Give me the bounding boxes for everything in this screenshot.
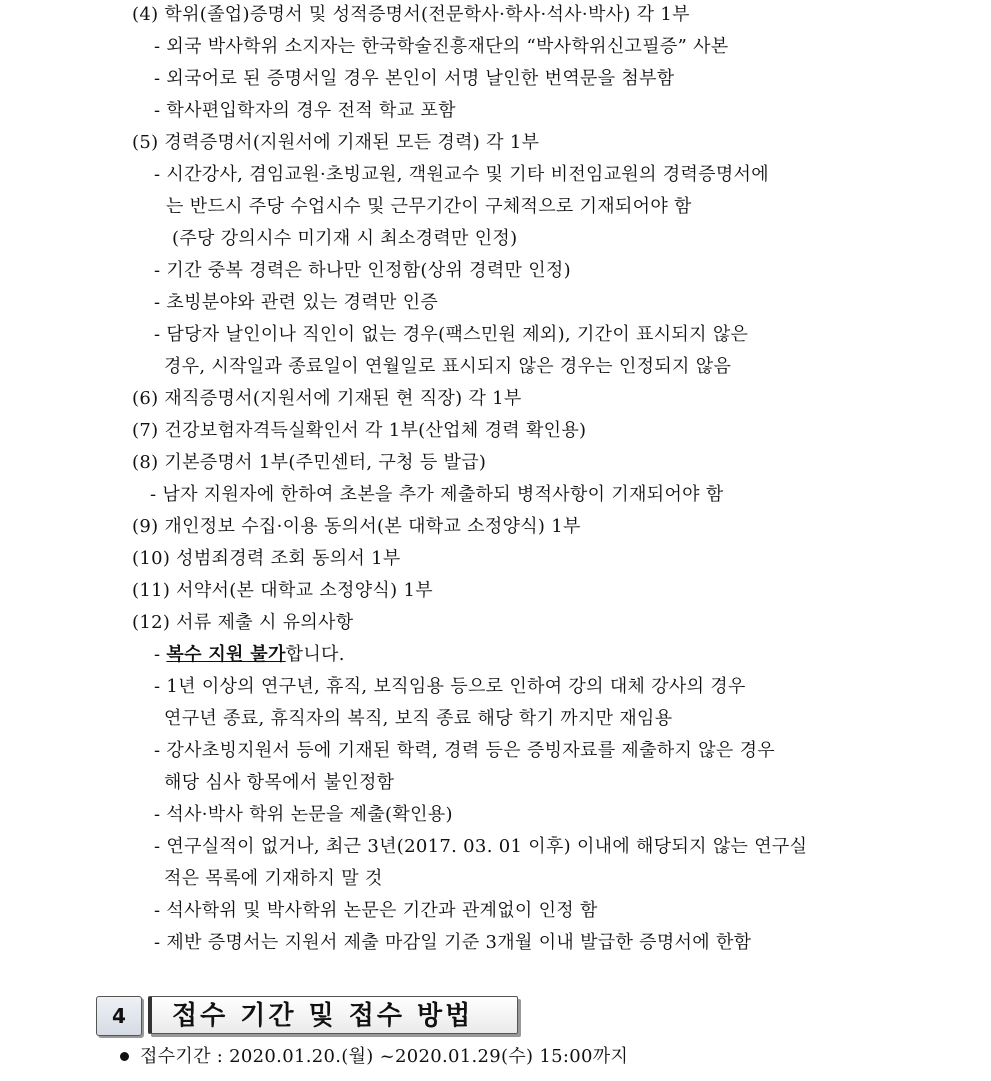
bullet-icon <box>120 1052 129 1061</box>
item-5-career-certificate: (5) 경력증명서(지원서에 기재된 모든 경력) 각 1부 <box>132 132 540 153</box>
item-9-privacy-consent: (9) 개인정보 수집·이용 동의서(본 대학교 소정양식) 1부 <box>132 516 581 537</box>
item-11-pledge: (11) 서약서(본 대학교 소정양식) 1부 <box>132 580 433 601</box>
note-research: - 연구실적이 없거나, 최근 3년(2017. 03. 01 이후) 이내에 해당되지 않는 연구실 <box>154 836 808 857</box>
section-number-badge: 4 <box>96 996 142 1036</box>
item-8-basic-certificate: (8) 기본증명서 1부(주민센터, 구청 등 발급) <box>132 452 487 473</box>
item-4-note-foreign-phd: - 외국 박사학위 소지자는 한국학술진흥재단의 “박사학위신고필증” 사본 <box>154 36 729 57</box>
application-period: 접수기간 : 2020.01.20.(월) ~2020.01.29(수) 15:00까지 <box>140 1046 629 1067</box>
item-5-note-lecturer: - 시간강사, 겸임교원·초빙교원, 객원교수 및 기타 비전임교원의 경력증명서에 <box>154 164 769 185</box>
item-4-note-transfer: - 학사편입학자의 경우 전적 학교 포함 <box>154 100 456 121</box>
note-prefix: - <box>154 644 167 665</box>
item-8-note-military: - 남자 지원자에 한하여 초본을 추가 제출하되 병적사항이 기재되어야 함 <box>150 484 724 505</box>
item-5-note-overlap: - 기간 중복 경력은 하나만 인정함(상위 경력만 인정) <box>154 260 571 281</box>
item-5-note-lecturer-cont: 는 반드시 주당 수업시수 및 근무기간이 구체적으로 기재되어야 함 <box>166 196 692 217</box>
note-certificate-validity: - 제반 증명서는 지원서 제출 마감일 기준 3개월 이내 발급한 증명서에 한함 <box>154 932 752 953</box>
item-5-note-seal: - 담당자 날인이나 직인이 없는 경우(팩스민원 제외), 기간이 표시되지 않은 <box>154 324 749 345</box>
item-5-note-lecturer-paren: (주당 강의시수 미기재 시 최소경력만 인정) <box>172 228 518 249</box>
item-6-employment-certificate: (6) 재직증명서(지원서에 기재된 현 직장) 각 1부 <box>132 388 522 409</box>
note-thesis: - 석사·박사 학위 논문을 제출(확인용) <box>154 804 453 825</box>
section-title: 접수 기간 및 접수 방법 <box>148 996 518 1034</box>
item-4-note-translation: - 외국어로 된 증명서일 경우 본인이 서명 날인한 번역문을 첨부함 <box>154 68 675 89</box>
note-suffix: 합니다. <box>285 644 345 665</box>
item-5-note-relevant: - 초빙분야와 관련 있는 경력만 인증 <box>154 292 439 313</box>
note-thesis-period: - 석사학위 및 박사학위 논문은 기간과 관계없이 인정 함 <box>154 900 598 921</box>
item-5-note-seal-cont: 경우, 시작일과 종료일이 연월일로 표시되지 않은 경우는 인정되지 않음 <box>164 356 732 377</box>
note-underlined: 복수 지원 불가 <box>166 644 286 665</box>
item-7-health-insurance: (7) 건강보험자격득실확인서 각 1부(산업체 경력 확인용) <box>132 420 587 441</box>
note-evidence-cont: 해당 심사 항목에서 불인정함 <box>164 772 395 793</box>
note-evidence: - 강사초빙지원서 등에 기재된 학력, 경력 등은 증빙자료를 제출하지 않은 경우 <box>154 740 775 761</box>
note-sabbatical: - 1년 이상의 연구년, 휴직, 보직임용 등으로 인하여 강의 대체 강사의 경우 <box>154 676 746 697</box>
note-no-multiple-application <box>154 644 345 666</box>
note-research-cont: 적은 목록에 기재하지 말 것 <box>164 868 383 889</box>
item-10-crime-check: (10) 성범죄경력 조회 동의서 1부 <box>132 548 401 569</box>
item-12-submission-notes: (12) 서류 제출 시 유의사항 <box>132 612 354 633</box>
note-sabbatical-cont: 연구년 종료, 휴직자의 복직, 보직 종료 해당 학기 까지만 재임용 <box>164 708 673 729</box>
item-4-degree-certificate: (4) 학위(졸업)증명서 및 성적증명서(전문학사·학사·석사·박사) 각 1부 <box>132 4 690 25</box>
